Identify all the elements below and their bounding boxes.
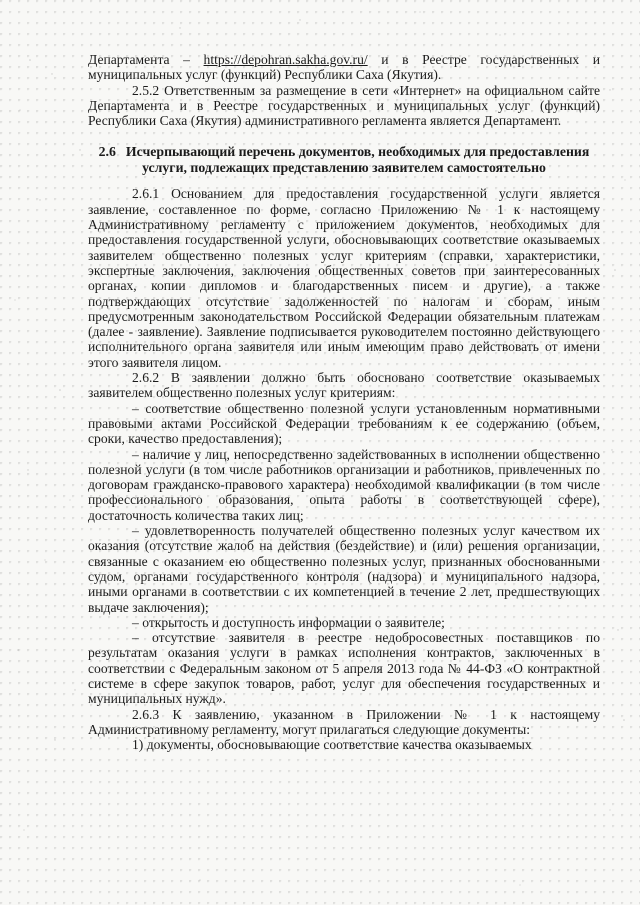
criteria-item-4: – открытость и доступность информации о заявителе; bbox=[132, 614, 445, 630]
section-title: Исчерпывающий перечень документов, необходимых для предоставления услуги, подлежащих представлению заявителем самостоятельно bbox=[125, 144, 590, 176]
paragraph-2-6-2: 2.6.2 В заявлении должно быть обосновано соответствие оказываемых заявителем общественно полезных услуг критериям: bbox=[88, 370, 600, 401]
list-item-1: 1) документы, обосновывающие соответствие качества оказываемых bbox=[132, 737, 532, 753]
criteria-item-1: – соответствие общественно полезной услуги установленным нормативными правовыми актами Российской Федерации требованиям к ее содержанию (объем, сроки, качество предоставления); bbox=[88, 400, 600, 447]
criteria-item-5: – отсутствие заявителя в реестре недобросовестных поставщиков по результатам оказания услуги в рамках исполнения контрактов, заключенных в соответствии с Федеральным законом от 5 апреля 2013 года № 44-ФЗ «О контрактной системе в сфере закупок товаров, работ, услуг для обеспечения государственных и муниципальных нужд». bbox=[88, 630, 600, 707]
paragraph-2-6-3: 2.6.3 К заявлению, указанном в Приложении № 1 к настоящему Административному регламенту, могут прилагаться следующие документы: bbox=[88, 706, 600, 737]
section-heading-2-6 bbox=[88, 144, 600, 176]
paragraph-2-5-2: 2.5.2 Ответственным за размещение в сети «Интернет» на официальном сайте Департамента и в Реестре государственных и муниципальных услуг (функций) Республики Саха (Якутия) административного регламента является Департамент. bbox=[88, 82, 600, 129]
document-body bbox=[88, 52, 600, 752]
department-website-link[interactable]: https://depohran.sakha.gov.ru/ bbox=[203, 52, 368, 67]
criteria-item-3: – удовлетворенность получателей общественно полезных услуг качеством их оказания (отсутствие жалоб на действия (бездействие) и (или) решения организации, связанные с оказанием ею общественно полезных услуг, признанных обоснованными судом, органами государственного контроля (надзора) и муниципального надзора, иными органами в соответствии с их компетенцией в течение 2 лет, предшествующих выдаче заключения); bbox=[88, 523, 600, 615]
text-fragment: Департамента – bbox=[88, 52, 204, 67]
paragraph-2-6-1: 2.6.1 Основанием для предоставления государственной услуги является заявление, составленное по форме, согласно Приложению № 1 к настоящему Административному регламенту с приложением документов, необходимых для предоставления государственной услуги, обосновывающих соответствие оказываемых заявителем общественно полезных услуг критериям (справки, характеристики, экспертные заключения, заключения общественных советов при заинтересованных органах, копии дипломов и благодарственных писем и другие), а также подтверждающих отсутствие задолженностей по налогам и сборам, иным предусмотренным законодательством Российской Федерации обязательным платежам (далее - заявление). Заявление подписывается руководителем постоянно действующего исполнительного органа заявителя или иным имеющим право действовать от имени этого заявителя лицом. bbox=[88, 186, 600, 370]
text-fragment: и в Реестре государственных и муниципальных услуг (функций) Республики Саха (Якутия). bbox=[88, 52, 600, 83]
criteria-item-2: – наличие у лиц, непосредственно задействованных в исполнении общественно полезной услуги (в том числе работников организации и работников, привлеченных по договорам гражданско-правового характера) необходимой квалификации (в том числе профессионального образования, опыта работы в соответствующей сфере), достаточность количества таких лиц; bbox=[88, 446, 600, 523]
section-number: 2.6 bbox=[98, 144, 116, 160]
paragraph-register-link bbox=[88, 52, 600, 83]
